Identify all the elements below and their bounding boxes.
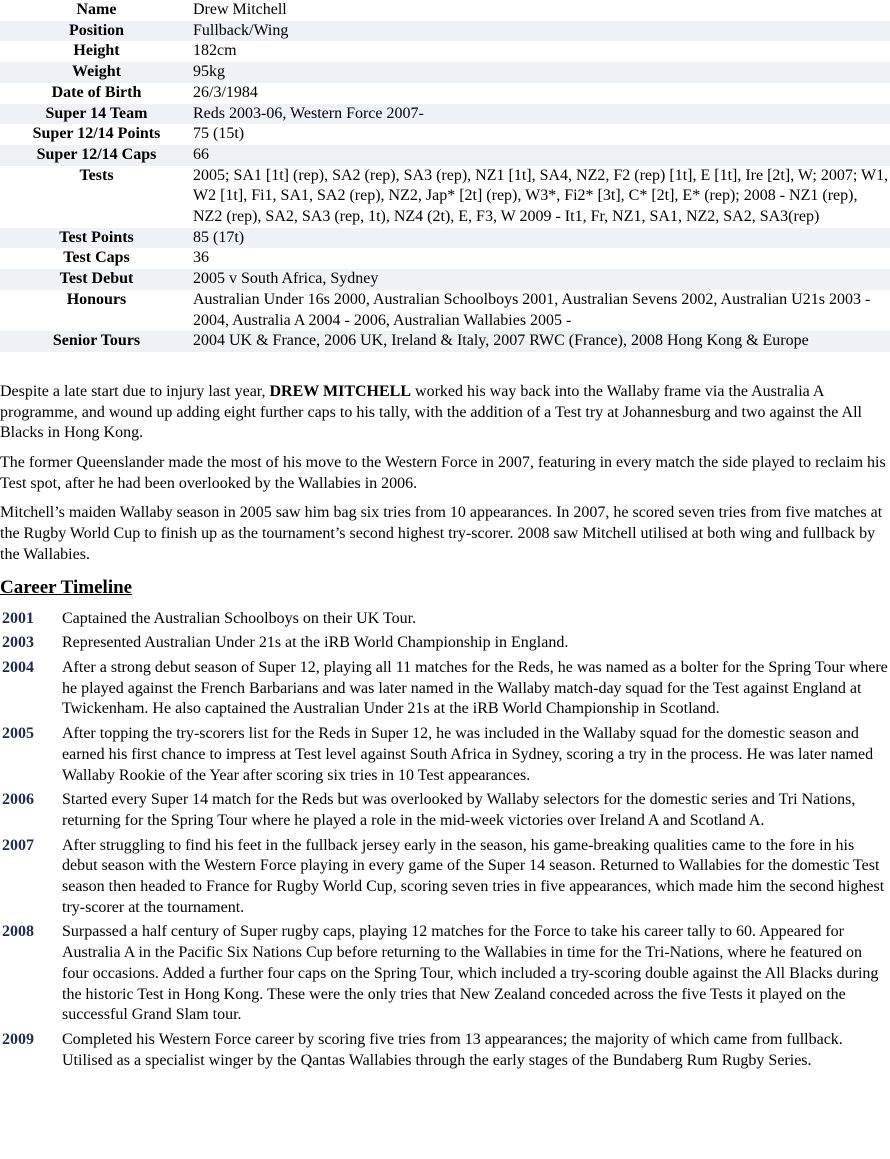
profile-value: 85 (17t) [193, 228, 890, 249]
profile-row-weight [0, 62, 890, 83]
profile-label: Name [0, 0, 193, 21]
timeline-year: 2009 [2, 1030, 34, 1048]
timeline-text: Started every Super 14 match for the Reds but was overlooked by Wallaby selectors for the domestic series and Tri Nations, returning for the Spring Tour where he played a role in the mid-week victories over Ireland A and Scotland A. [62, 791, 856, 829]
player-name-bold: DREW MITCHELL [269, 382, 412, 400]
timeline-entry [0, 724, 890, 786]
timeline-year: 2007 [2, 836, 34, 854]
profile-label: Weight [0, 62, 193, 83]
timeline-year: 2005 [2, 725, 34, 743]
profile-value: 75 (15t) [193, 124, 890, 145]
profile-row-tests [0, 166, 890, 228]
timeline-text: After topping the try-scorers list for the Reds in Super 12, he was included in the Wallaby squad for the domestic season and earned his first chance to impress at Test level against South Africa in Sydney, scoring a try in the process. He was later named Wallaby Rookie of the Year after scoring six tries in 10 Test appearances. [62, 725, 874, 784]
profile-row-honours [0, 290, 890, 331]
profile-row-position [0, 21, 890, 42]
intro-paragraph [0, 382, 890, 444]
profile-value: 2005; SA1 [1t] (rep), SA2 (rep), SA3 (rep), NZ1 [1t], SA4, NZ2, F2 (rep) [1t], E [1t], Ire [2t], W; 2007; W1, W2 [1t], Fi1, SA1, SA2 (rep), NZ2, Jap* [2t] (rep), W3*, Fi2* [3t], C* [2t], E* (rep); 2008 - NZ1 (rep), NZ2 (rep), SA2, SA3 (rep, 1t), NZ4 (2t), E, F3, W 2009 - It1, Fr, NZ1, SA1, NZ2, SA2, SA3(rep) [193, 166, 890, 228]
profile-label: Test Caps [0, 248, 193, 269]
timeline-year: 2006 [2, 791, 34, 809]
profile-label: Tests [0, 166, 193, 228]
timeline-entry [0, 658, 890, 720]
profile-label: Super 14 Team [0, 104, 193, 125]
timeline-heading: Career Timeline [0, 576, 133, 598]
profile-row-height [0, 41, 890, 62]
timeline-entry [0, 922, 890, 1026]
profile-value: Fullback/Wing [193, 21, 890, 42]
career-timeline [0, 577, 890, 1072]
timeline-entry [0, 790, 890, 831]
timeline-text: Completed his Western Force career by scoring five tries from 13 appearances; the majority of which came from fullback. Utilised as a specialist winger by the Qantas Wallabies through the early stages of the Bundaberg Rum Rugby Series. [62, 1030, 843, 1069]
profile-label: Honours [0, 290, 193, 331]
timeline-year: 2008 [2, 923, 34, 941]
profile-label: Senior Tours [0, 331, 193, 352]
profile-label: Super 12/14 Caps [0, 145, 193, 166]
profile-label: Date of Birth [0, 83, 193, 104]
timeline-text: Surpassed a half century of Super rugby caps, playing 12 matches for the Force to take his career tally to 60. Appeared for Australia A in the Pacific Six Nations Cup before returning to the Wallabies in time for the Tri-Nations, where he featured on four occasions. Added a further four caps on the Spring Tour, which included a try-scoring double against the All Blacks during the historic Test in Hong Kong. These were the only tries that New Zealand conceded across the five Tests it played on the successful Grand Slam tour. [62, 923, 879, 1024]
profile-row-dob [0, 83, 890, 104]
profile-value: 2004 UK & France, 2006 UK, Ireland & Italy, 2007 RWC (France), 2008 Hong Kong & Europe [193, 331, 890, 352]
intro-paragraph: The former Queenslander made the most of his move to the Western Force in 2007, featuring in every match the side played to reclaim his Test spot, after he had been overlooked by the Wallabies in 2006. [0, 454, 886, 492]
timeline-entry [0, 1030, 890, 1071]
profile-value: Drew Mitchell [193, 0, 890, 21]
profile-value: 95kg [193, 62, 890, 83]
profile-row-super-caps [0, 145, 890, 166]
timeline-text: Represented Australian Under 21s at the iRB World Championship in England. [62, 634, 569, 652]
intro-text: worked his way back into the Wallaby frame via the Australia A programme, and wound up adding eight further caps to his tally, with the addition of a Test try at Johannesburg and two against the All Blacks in Hong Kong. [0, 382, 862, 442]
profile-label: Height [0, 41, 193, 62]
timeline-year: 2003 [2, 634, 34, 652]
profile-value: 182cm [193, 41, 890, 62]
timeline-text: After a strong debut season of Super 12, playing all 11 matches for the Reds, he was named as a bolter for the Spring Tour where he played against the French Barbarians and was later named in the Wallaby match-day squad for the Test against England at Twickenham. He also captained the Australian Under 21s at the iRB World Championship in Scotland. [62, 658, 888, 718]
profile-row-senior-tours [0, 331, 890, 352]
timeline-entry [0, 633, 890, 654]
profile-table [0, 0, 890, 352]
profile-row-test-caps [0, 248, 890, 269]
profile-row-super-team [0, 104, 890, 125]
profile-row-test-debut [0, 269, 890, 290]
timeline-year: 2001 [2, 609, 34, 627]
profile-value: 2005 v South Africa, Sydney [193, 269, 890, 290]
profile-row-name [0, 0, 890, 21]
profile-label: Super 12/14 Points [0, 124, 193, 145]
timeline-text: After struggling to find his feet in the fullback jersey early in the season, his game-breaking qualities came to the fore in his debut season with the Western Force playing in every game of the Super 14 season. Returned to Wallabies for the domestic Test season then headed to France for Rugby World Cup, scoring seven tries in five appearances, which made him the second highest try-scorer at the tournament. [62, 836, 885, 916]
timeline-entry [0, 836, 890, 919]
timeline-year: 2004 [2, 658, 34, 676]
profile-value: 66 [193, 145, 890, 166]
profile-label: Position [0, 21, 193, 42]
profile-row-test-points [0, 228, 890, 249]
profile-label: Test Points [0, 228, 193, 249]
intro-section [0, 382, 890, 566]
timeline-entry [0, 609, 890, 630]
profile-value: Reds 2003-06, Western Force 2007- [193, 104, 890, 125]
profile-label: Test Debut [0, 269, 193, 290]
intro-paragraph: Mitchell’s maiden Wallaby season in 2005 saw him bag six tries from 10 appearances. In 2007, he scored seven tries from five matches at the Rugby World Cup to finish up as the tournament’s second highest try-scorer. 2008 saw Mitchell utilised at both wing and fullback by the Wallabies. [0, 504, 883, 563]
profile-value: Australian Under 16s 2000, Australian Schoolboys 2001, Australian Sevens 2002, Australian U21s 2003 - 2004, Australia A 2004 - 2006, Australian Wallabies 2005 - [193, 290, 890, 331]
profile-value: 26/3/1984 [193, 83, 890, 104]
timeline-text: Captained the Australian Schoolboys on their UK Tour. [62, 609, 417, 627]
profile-value: 36 [193, 248, 890, 269]
profile-row-super-points [0, 124, 890, 145]
intro-text: Despite a late start due to injury last year, [0, 382, 270, 400]
